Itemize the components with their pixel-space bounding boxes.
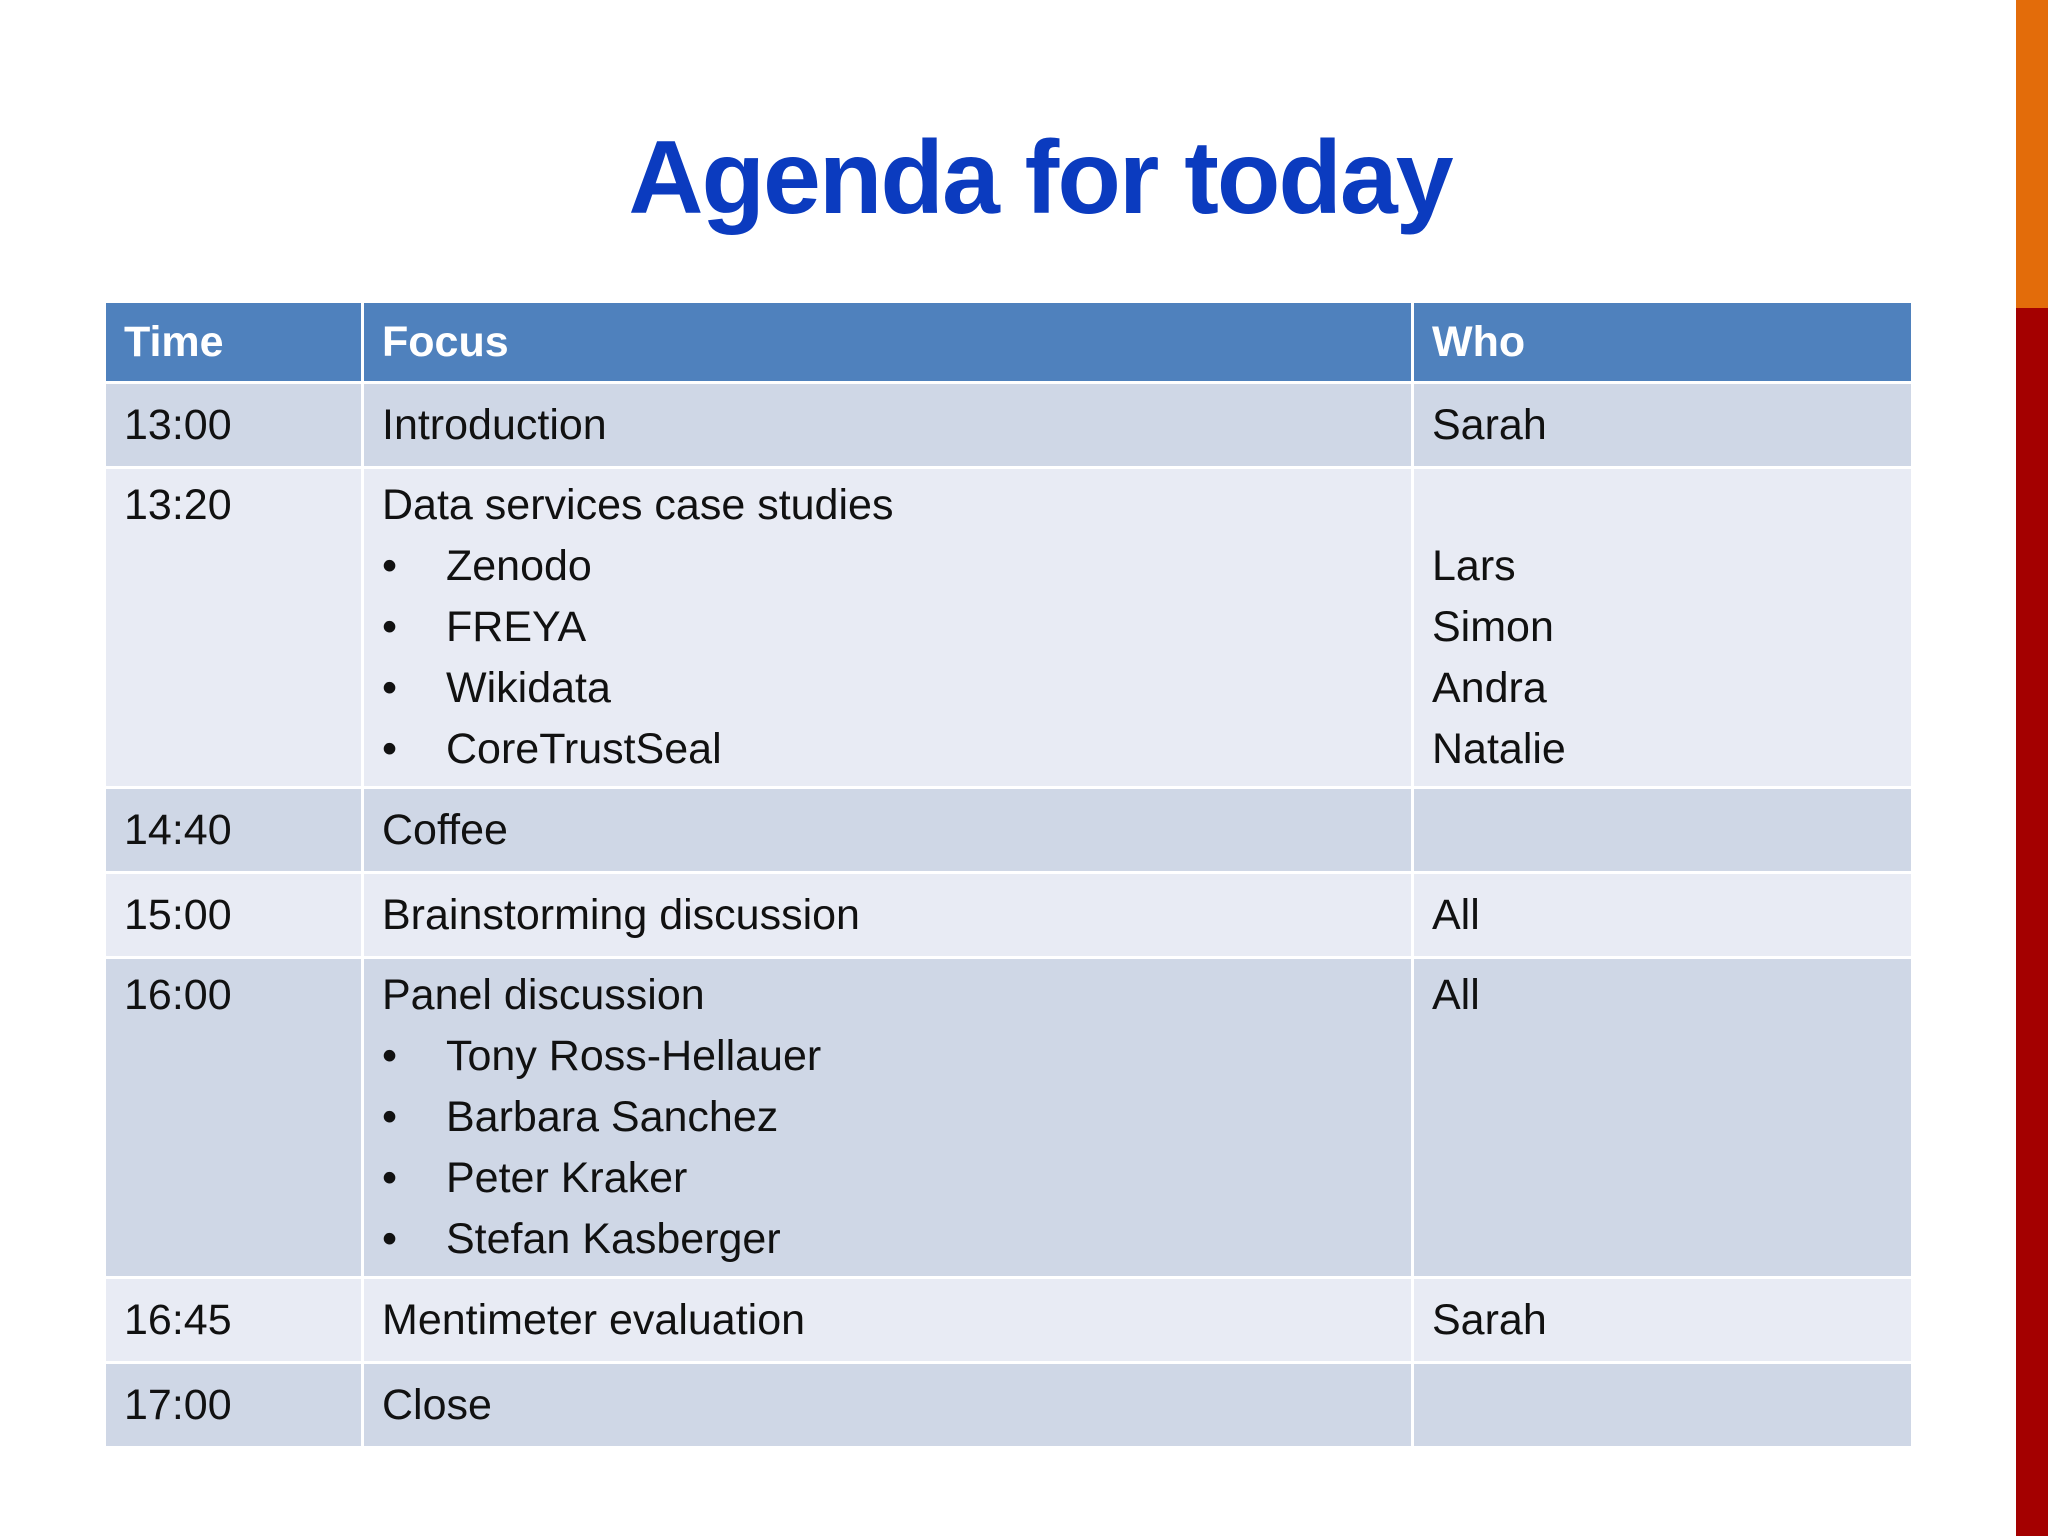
speaker-name: Andra xyxy=(1432,664,1547,712)
table-row xyxy=(105,958,1913,1278)
table-row xyxy=(105,383,1913,468)
table-row xyxy=(105,468,1913,788)
focus-cell xyxy=(363,958,1413,1278)
bullet-icon: • xyxy=(382,542,398,590)
list-item: • Peter Kraker xyxy=(382,1148,1393,1209)
who-cell xyxy=(1413,788,1913,873)
list-item: • Tony Ross-Hellauer xyxy=(382,1026,1393,1087)
bullet-icon: • xyxy=(382,1154,398,1202)
accent-bar-red xyxy=(2016,308,2048,1536)
who-cell: All xyxy=(1413,958,1913,1278)
time-cell: 13:00 xyxy=(105,383,363,468)
focus-heading: Data services case studies xyxy=(382,481,894,529)
who-cell: Sarah xyxy=(1413,383,1913,468)
header-focus: Focus xyxy=(363,302,1413,383)
case-study-list xyxy=(382,536,1393,780)
speaker-name: Lars xyxy=(1432,542,1516,590)
time-cell: 16:45 xyxy=(105,1278,363,1363)
bullet-icon: • xyxy=(382,1032,398,1080)
focus-cell: Close xyxy=(363,1363,1413,1448)
header-time: Time xyxy=(105,302,363,383)
speaker-list xyxy=(1432,536,1893,780)
table-header-row xyxy=(105,302,1913,383)
list-item: • CoreTrustSeal xyxy=(382,719,1393,780)
list-item: • Stefan Kasberger xyxy=(382,1209,1393,1270)
bullet-icon: • xyxy=(382,725,398,773)
header-who: Who xyxy=(1413,302,1913,383)
focus-cell: Brainstorming discussion xyxy=(363,873,1413,958)
who-cell xyxy=(1413,1363,1913,1448)
bullet-icon: • xyxy=(382,664,398,712)
who-cell: Sarah xyxy=(1413,1278,1913,1363)
time-cell: 15:00 xyxy=(105,873,363,958)
time-cell: 13:20 xyxy=(105,468,363,788)
list-item: • Barbara Sanchez xyxy=(382,1087,1393,1148)
table-row xyxy=(105,788,1913,873)
focus-cell: Introduction xyxy=(363,383,1413,468)
bullet-icon: • xyxy=(382,1215,398,1263)
list-item: • Zenodo xyxy=(382,536,1393,597)
bullet-icon: • xyxy=(382,603,398,651)
panelist-list xyxy=(382,1026,1393,1270)
focus-cell: Mentimeter evaluation xyxy=(363,1278,1413,1363)
focus-cell xyxy=(363,468,1413,788)
list-item: • Wikidata xyxy=(382,658,1393,719)
page-title: Agenda for today xyxy=(628,120,1452,236)
speaker-name: Natalie xyxy=(1432,725,1566,773)
time-cell: 17:00 xyxy=(105,1363,363,1448)
who-cell: All xyxy=(1413,873,1913,958)
list-item: • FREYA xyxy=(382,597,1393,658)
focus-cell: Coffee xyxy=(363,788,1413,873)
table-row xyxy=(105,1278,1913,1363)
table-row xyxy=(105,873,1913,958)
bullet-icon: • xyxy=(382,1093,398,1141)
time-cell: 14:40 xyxy=(105,788,363,873)
speaker-name: Simon xyxy=(1432,603,1554,651)
agenda-table xyxy=(103,300,1914,1449)
who-cell xyxy=(1413,468,1913,788)
time-cell: 16:00 xyxy=(105,958,363,1278)
focus-heading: Panel discussion xyxy=(382,971,705,1019)
table-row xyxy=(105,1363,1913,1448)
